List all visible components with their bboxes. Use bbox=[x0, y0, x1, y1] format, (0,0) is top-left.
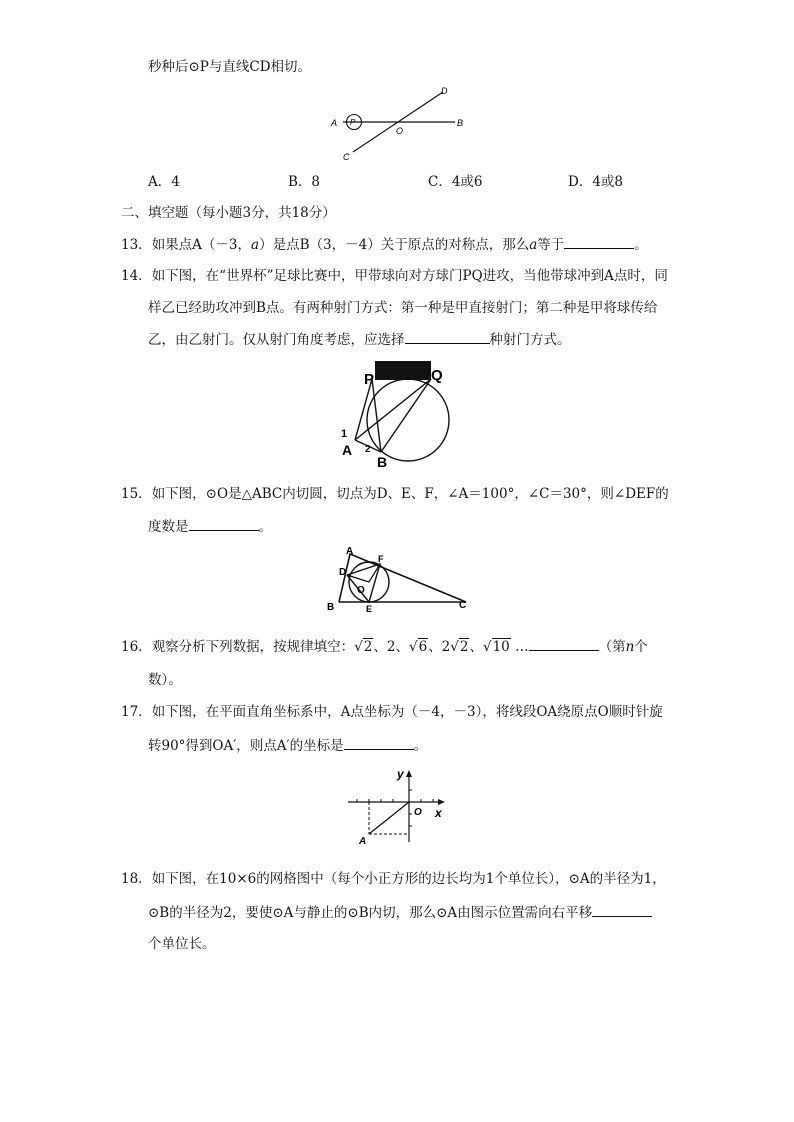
q17-number: 17． bbox=[121, 704, 152, 720]
q15-figure bbox=[322, 542, 474, 614]
q15-label-e: E bbox=[366, 604, 373, 614]
q14-text-line1: 如下图，在“世界杯”足球比赛中，甲带球向对方球门PQ进攻，当他带球冲到A点时，同 bbox=[151, 268, 668, 284]
q13-end: 。 bbox=[634, 237, 648, 253]
q12-label-b: B bbox=[457, 118, 464, 128]
radicand: 2 bbox=[459, 639, 469, 655]
q12-label-p: P bbox=[350, 118, 356, 127]
q12-label-d: D bbox=[441, 86, 448, 96]
q14-answer-blank bbox=[405, 329, 490, 344]
q12-tail-text: 秒种后⊙P与直线CD相切。 bbox=[148, 59, 312, 75]
q13-text-b: ）是点B（3，－4）关于原点的对称点，那么 bbox=[259, 237, 530, 253]
q14-label-a: A bbox=[342, 442, 353, 458]
q15-label-o: O bbox=[357, 585, 365, 596]
q15-number: 15． bbox=[121, 486, 152, 502]
q15-label-d: D bbox=[339, 567, 347, 578]
q16-number: 16． bbox=[121, 639, 152, 655]
q18-line3: 个单位长。 bbox=[148, 936, 216, 952]
q13-answer-blank bbox=[564, 234, 634, 249]
q17-figure bbox=[345, 762, 450, 846]
q13-var-a: a bbox=[251, 237, 260, 253]
q18-line1 bbox=[121, 869, 666, 889]
q16-line2: 数）。 bbox=[148, 672, 182, 688]
q15-label-a: A bbox=[346, 546, 354, 557]
q18-number: 18． bbox=[121, 871, 152, 887]
q17-label-y: y bbox=[397, 767, 404, 781]
q14-line3 bbox=[148, 329, 571, 350]
q13-line bbox=[121, 234, 648, 255]
q15-label-f: F bbox=[378, 554, 384, 564]
q14-label-2: 2 bbox=[365, 444, 371, 455]
q12-option-c: C．4或6 bbox=[428, 174, 483, 190]
section-heading: 二、填空题（每小题3分，共18分） bbox=[121, 205, 336, 221]
sqrt-2-b: √2 bbox=[450, 639, 469, 655]
q12-option-a: A．4 bbox=[148, 174, 180, 190]
q17-label-x: x bbox=[435, 806, 442, 820]
q16-line1 bbox=[121, 636, 648, 657]
q12-label-a: A bbox=[331, 118, 338, 128]
q17-label-o: O bbox=[414, 807, 422, 818]
q14-line2: 样乙已经助攻冲到B点。有两种射门方式：第一种是甲直接射门；第二种是甲将球传给 bbox=[148, 300, 658, 316]
sqrt-10: √10 bbox=[482, 639, 510, 655]
q12-option-d: D．4或8 bbox=[568, 174, 624, 190]
q18-text-line1: 如下图，在10×6的网格图中（每个小正方形的边长均为1个单位长），⊙A的半径为1， bbox=[151, 871, 666, 887]
q16-suffix-a: （第 bbox=[598, 639, 626, 655]
q13-var-b: a bbox=[529, 237, 538, 253]
q15-text-line2b: 。 bbox=[258, 519, 272, 535]
q17-line1 bbox=[121, 702, 663, 722]
q12-option-b: B．8 bbox=[288, 174, 321, 190]
q17-label-a: A bbox=[359, 836, 367, 846]
q16-suffix-b: 个 bbox=[634, 639, 648, 655]
q17-answer-blank bbox=[344, 735, 414, 750]
q16-prefix: 观察分析下列数据，按规律填空： bbox=[151, 639, 355, 655]
q14-label-b: B bbox=[377, 454, 388, 470]
q15-label-c: C bbox=[459, 600, 467, 611]
q12-label-c: C bbox=[343, 152, 350, 162]
q15-text-line2a: 度数是 bbox=[148, 519, 189, 535]
q17-text-line2b: 。 bbox=[413, 738, 428, 754]
q15-line2 bbox=[148, 516, 272, 537]
q14-number: 14． bbox=[121, 268, 152, 284]
q14-label-1: 1 bbox=[341, 428, 348, 440]
q14-label-p: P bbox=[364, 371, 375, 388]
q12-label-o: O bbox=[396, 126, 404, 136]
q16-var-n: n bbox=[625, 639, 635, 655]
q16-dots: … bbox=[510, 639, 529, 655]
q14-line1 bbox=[121, 266, 668, 286]
q18-line2 bbox=[148, 902, 652, 923]
q14-text-line3a: 乙，由乙射门。仅从射门角度考虑，应选择 bbox=[148, 332, 405, 348]
sqrt-6: √6 bbox=[408, 639, 428, 655]
q13-text-c: 等于 bbox=[537, 237, 565, 253]
q13-number: 13． bbox=[121, 237, 152, 253]
q17-text-line1: 如下图，在平面直角坐标系中，A点坐标为（－4，－3），将线段OA绕原点O顺时针旋 bbox=[151, 704, 663, 720]
q16-sep2: 、2 bbox=[428, 639, 451, 655]
q13-text-a: 如果点A（－3， bbox=[151, 237, 252, 253]
q15-text-line1: 如下图，⊙O是△ABC内切圆，切点为D、E、F，∠A＝100°，∠C＝30°，则∠DEF的 bbox=[151, 486, 669, 502]
q16-sep3: 、 bbox=[469, 639, 483, 655]
sqrt-2: √2 bbox=[354, 639, 373, 655]
q15-answer-blank bbox=[189, 516, 259, 531]
q12-figure bbox=[325, 84, 470, 164]
q14-label-q: Q bbox=[431, 367, 443, 384]
q15-line1 bbox=[121, 484, 669, 504]
q18-answer-blank bbox=[592, 902, 652, 917]
q17-line2 bbox=[148, 735, 427, 756]
q15-label-b: B bbox=[327, 602, 335, 613]
radicand: 2 bbox=[363, 639, 373, 655]
q14-text-line3b: 种射门方式。 bbox=[489, 332, 571, 348]
q16-answer-blank bbox=[529, 636, 599, 651]
q17-text-line2a: 转90°得到OA′，则点A′的坐标是 bbox=[148, 738, 344, 754]
radicand: 6 bbox=[418, 639, 428, 655]
q16-sep1: 、2、 bbox=[373, 639, 409, 655]
q18-text-line2: ⊙B的半径为2，要使⊙A与静止的⊙B内切，那么⊙A由图示位置需向右平移 bbox=[148, 905, 593, 921]
q14-figure bbox=[335, 358, 460, 470]
radicand: 10 bbox=[492, 639, 510, 655]
